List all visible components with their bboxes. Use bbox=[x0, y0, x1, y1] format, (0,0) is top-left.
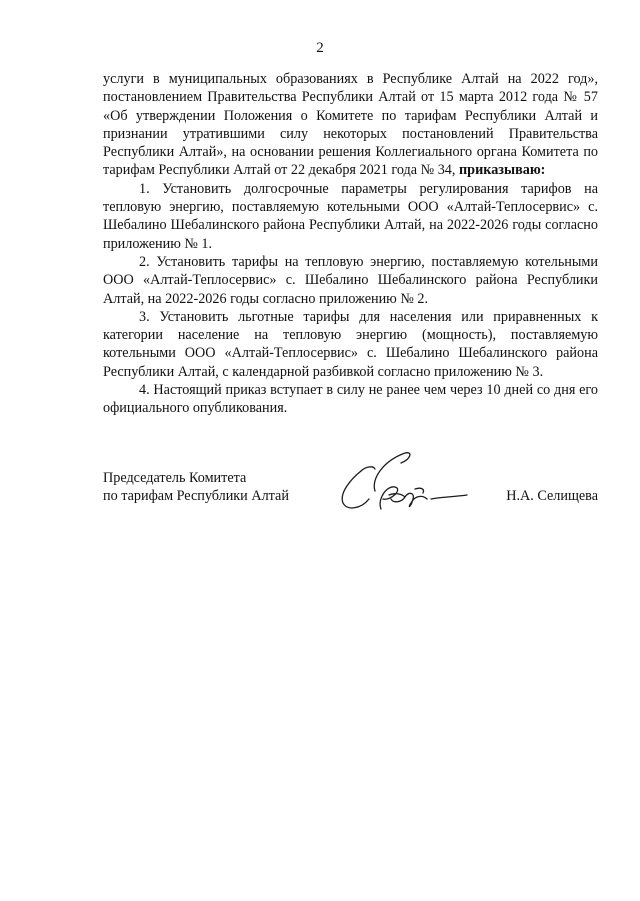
order-word: приказываю: bbox=[459, 162, 546, 179]
handwritten-signature bbox=[331, 449, 476, 519]
signer-title bbox=[103, 469, 289, 505]
signer-title-line-1: Председатель Комитета bbox=[103, 470, 247, 486]
signer-title-line-2: по тарифам Республики Алтай bbox=[103, 488, 289, 504]
intro-paragraph bbox=[103, 70, 598, 180]
signer-name: Н.А. Селищева bbox=[506, 488, 598, 504]
intro-text: услуги в муниципальных образованиях в Республике Алтай на 2022 год», постановлением Правительства Республики Алтай от 15 марта 2012 года № 57 «Об утверждении Положения о Комитете по тарифам Республики Алтай и признании утратившими силу некоторых постановлений Правительства Республики Алтай», на основании решения Коллегиального органа Комитета по тарифам Республики Алтай от 22 декабря 2021 года № 34, bbox=[103, 71, 598, 179]
page-number: 2 bbox=[316, 40, 324, 56]
order-item-2: 2. Установить тарифы на тепловую энергию, поставляемую котельными ООО «Алтай-Теплосервис» с. Шебалино Шебалинского района Республики Алтай, на 2022-2026 годы согласно приложению № 2. bbox=[103, 253, 598, 307]
signature-block bbox=[103, 469, 598, 509]
order-item-3: 3. Установить льготные тарифы для населения или приравненных к категории население на тепловую энергию (мощность), поставляемую котельными ООО «Алтай-Теплосервис» с. Шебалино Шебалинского района Республики Алтай, с календарной разбивкой согласно приложению № 3. bbox=[103, 308, 598, 380]
order-item-4: 4. Настоящий приказ вступает в силу не ранее чем через 10 дней со дня его официального опубликования. bbox=[103, 382, 598, 417]
order-item-1: 1. Установить долгосрочные параметры регулирования тарифов на тепловую энергию, поставляемую котельными ООО «Алтай-Теплосервис» с. Шебалино Шебалинского района Республики Алтай, на 2022-2026 годы согласно приложению № 1. bbox=[103, 180, 598, 252]
document-body bbox=[103, 70, 598, 418]
